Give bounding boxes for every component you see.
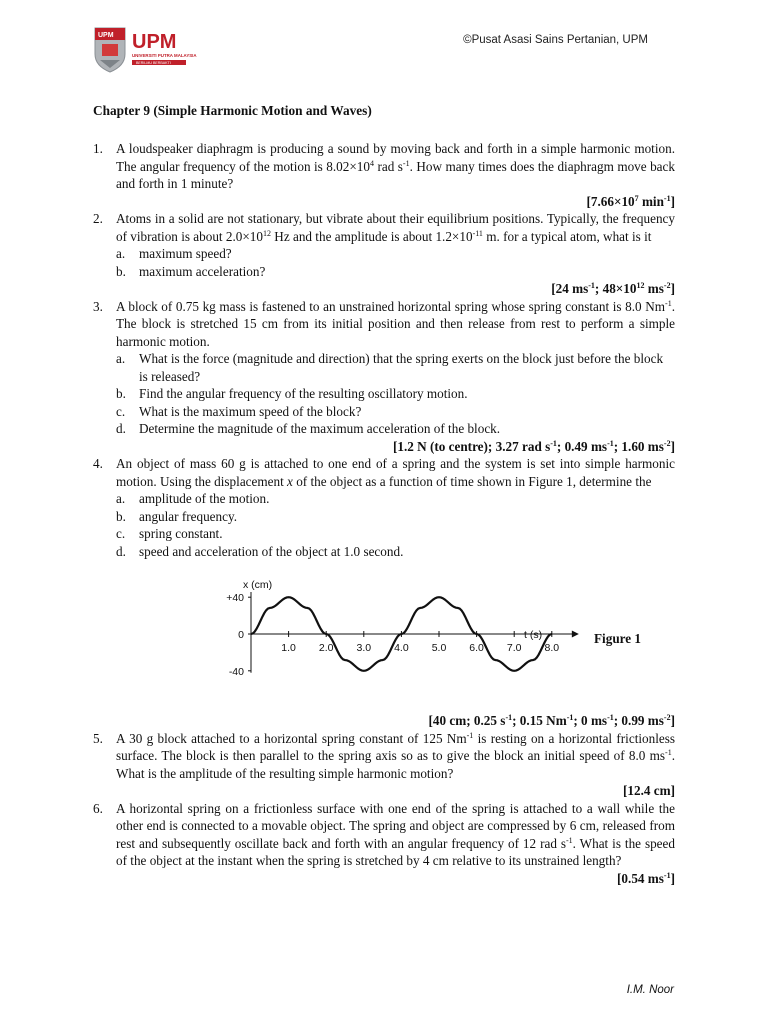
answer: [12.4 cm]: [623, 783, 675, 798]
question-number: 6.: [93, 800, 103, 816]
question-text: Atoms in a solid are not stationary, but vibrate about their equilibrium positions. Typically, the frequency of vibration is about $2.0\times 10^{12}$ Hz and the amplitude is about $1.2\times 10^{-11}$ m. for a typical atom, what is it: [116, 211, 675, 244]
chapter-title: Chapter 9 (Simple Harmonic Motion and Waves): [93, 103, 372, 118]
sub-question: d. speed and acceleration of the object at 1.0 second.: [116, 543, 404, 559]
question-5: [93, 730, 675, 800]
sub-question: d. Determine the magnitude of the maximum acceleration of the block.: [116, 421, 501, 436]
question-text: An object of mass 60 g is attached to one end of a spring and the system is set into simple harmonic motion. Using the displacement x of the object as a function of time shown in Figure 1, determine the: [116, 456, 675, 489]
logo-wordmark: UPM: [132, 31, 177, 53]
answer: [1.2 N (to centre); 3.27 rad $s^{-1}$; 0.49 $ms^{-1}$; 1.60 $ms^{-2}$]: [392, 438, 675, 454]
sub-question: a. What is the force (magnitude and direction) that the spring exerts on the block just before the block is released?: [116, 351, 664, 384]
question-3: [93, 298, 675, 456]
x-tick-label: 4.0: [394, 642, 409, 654]
question-2: [93, 210, 675, 298]
question-1: [93, 140, 675, 210]
x-axis-arrow: [572, 631, 579, 638]
logo-caption: UNIVERSITI PUTRA MALAYSIA: [132, 53, 197, 58]
copyright-notice: ©Pusat Asasi Sains Pertanian, UPM: [463, 34, 648, 46]
x-axis-label: t (s): [524, 629, 543, 641]
answer: [40 cm; 0.25 $s^{-1}$; 0.15 $Nm^{-1}$; 0 $ms^{-1}$; 0.99 $ms^{-2}$]: [428, 713, 675, 728]
sub-question: c. What is the maximum speed of the block?: [116, 403, 362, 419]
question-4: [93, 455, 675, 730]
question-list: [93, 140, 675, 887]
answer: [$7.66\times 10^7$ $\min^{-1}$]: [586, 193, 675, 209]
x-tick-label: 2.0: [318, 642, 334, 654]
figure-1-row: [116, 560, 675, 712]
sub-question: a. maximum speed?: [116, 246, 232, 261]
logo-motto: BERILMU BERBAKTI: [136, 61, 171, 65]
sub-question: a. amplitude of the motion.: [116, 491, 270, 506]
sub-question: c. spring constant.: [116, 526, 223, 541]
x-tick-label: 8.0: [544, 642, 560, 654]
x-tick-label: 3.0: [356, 642, 372, 654]
y-tick-label: 0: [238, 629, 244, 641]
y-axis-label: x (cm): [243, 579, 273, 591]
answer: [24 $ms^{-1}$; $48\times 10^{12}$ $ms^{-2}$]: [551, 281, 675, 296]
sub-question: b. maximum acceleration?: [116, 263, 266, 279]
x-tick-label: 6.0: [469, 642, 484, 654]
question-text: A horizontal spring on a frictionless surface with one end of the spring is attached to a wall while the other end is connected to a movable object. The spring and object are compressed by 6 cm, released from rest and subsequently oscillate back and forth with an angular frequency of 12 rad $s^{-1}$. What is the speed of the object at the instant when the spring is stretched by 4 cm relative to its unstrained length?: [116, 800, 675, 868]
question-text: A 30 g block attached to a horizontal spring constant of 125 $Nm^{-1}$ is resting on a horizontal frictionless surface. The block is then parallel to the spring axis so as to give the block an initial speed of 8.0 $ms^{-1}$. What is the amplitude of the resulting simple harmonic motion?: [116, 730, 675, 781]
upm-logo: [92, 24, 197, 74]
question-number: 3.: [93, 298, 103, 314]
figure-1-chart: [168, 578, 560, 698]
question-6: [93, 800, 675, 888]
x-tick-label: 5.0: [431, 642, 447, 654]
question-number: 1.: [93, 141, 103, 156]
answer: [0.54 $ms^{-1}$]: [617, 870, 675, 886]
y-tick-label: +40: [226, 592, 244, 605]
figure-caption: Figure 1: [594, 631, 642, 646]
sub-question: b. angular frequency.: [116, 508, 237, 524]
question-number: 5.: [93, 730, 103, 746]
author-footer: I.M. Noor: [626, 984, 674, 996]
x-tick-label: 1.0: [281, 642, 296, 654]
question-number: 2.: [93, 211, 103, 226]
question-text: A block of 0.75 kg mass is fastened to an unstrained horizontal spring whose spring constant is 8.0 $Nm^{-1}$. The block is stretched 15 cm from its initial position and then release from rest to perform a simple harmonic motion.: [116, 298, 675, 349]
x-tick-label: 7.0: [506, 642, 522, 654]
logo-shield-text: UPM: [98, 32, 114, 39]
question-text: A loudspeaker diaphragm is producing a sound by moving back and forth in a simple harmonic motion. The angular frequency of the motion is $8.02\times 10^4$ rad $s^{-1}$. How many times does the diaphragm move back and forth in 1 minute?: [116, 141, 675, 191]
question-number: 4.: [93, 456, 103, 471]
sub-question: b. Find the angular frequency of the resulting oscillatory motion.: [116, 386, 468, 401]
y-tick-label: -40: [228, 665, 244, 678]
